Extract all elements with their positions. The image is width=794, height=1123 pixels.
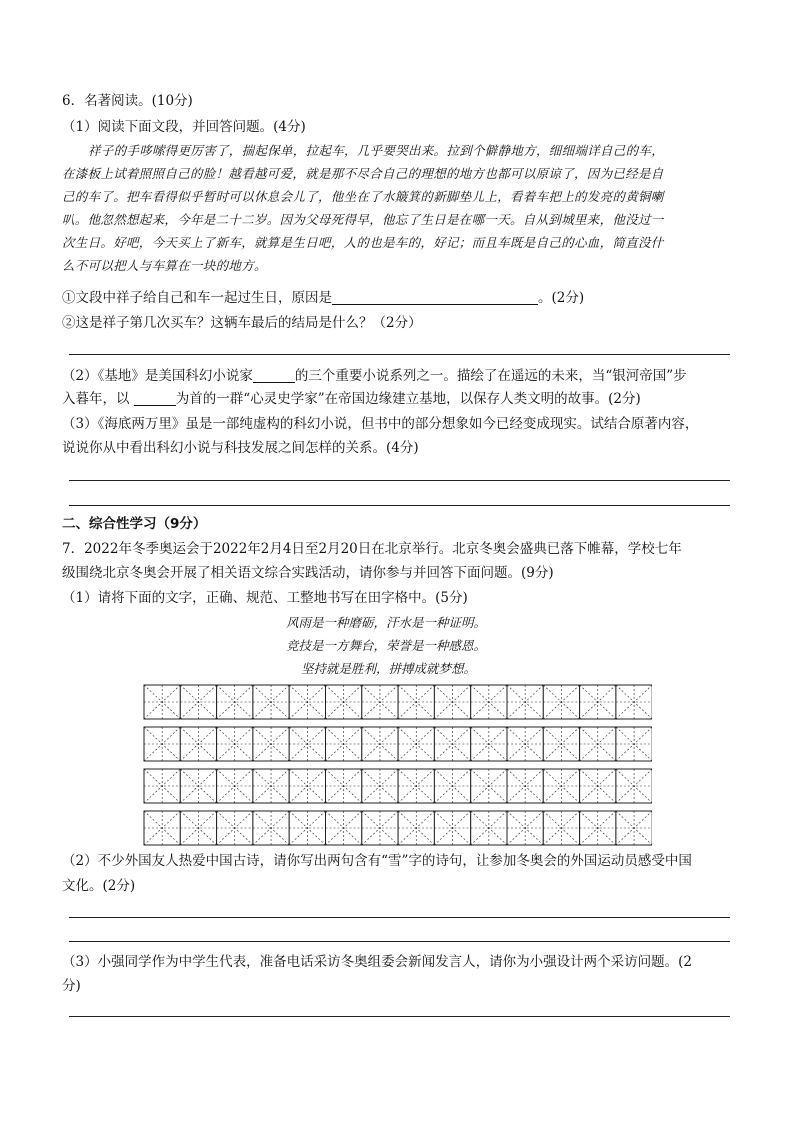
tianzige-cell[interactable] [580, 685, 616, 719]
tianzige-cell[interactable] [180, 811, 216, 845]
tianzige-cell[interactable] [616, 769, 652, 803]
passage-line: 祥子的手哆嗦得更厉害了，揣起保单，拉起车，几乎要哭出来。拉到个僻静地方，细细端详自己的车， [88, 143, 665, 158]
tianzige-cell[interactable] [543, 727, 579, 761]
q6-question-1-suffix: 。(2分) [538, 290, 585, 306]
tianzige-cell[interactable] [398, 685, 434, 719]
tianzige-cell[interactable] [217, 811, 253, 845]
answer-line[interactable] [69, 1016, 730, 1017]
passage-line: 在漆板上试着照照自己的脸！越看越可爱，就是那不尽合自己的理想的地方也都可以原谅了，因为已经是自 [62, 166, 664, 181]
tianzige-cell[interactable] [253, 811, 289, 845]
q6-part2-text-a: （2）《基地》是美国科幻小说家 [62, 368, 253, 384]
q6-question-2: ②这是祥子第几次买车？这辆车最后的结局是什么？（2分） [62, 315, 422, 331]
tianzige-cell[interactable] [362, 811, 398, 845]
tianzige-grid[interactable] [143, 684, 652, 848]
q7-intro: 7．2022年冬季奥运会于2022年2月4日至2月20日在北京举行。北京冬奥会盛典已落下帷幕，学校七年 [62, 541, 682, 557]
q6-question-1 [62, 288, 584, 308]
tianzige-cell[interactable] [217, 727, 253, 761]
tianzige-cell[interactable] [289, 685, 325, 719]
tianzige-cell[interactable] [507, 769, 543, 803]
poem-line: 风雨是一种磨砺，汗水是一种证明。 [286, 615, 487, 630]
tianzige-cell[interactable] [326, 685, 362, 719]
tianzige-cell[interactable] [616, 685, 652, 719]
q7-part1: （1）请将下面的文字，正确、规范、工整地书写在田字格中。(5分) [62, 590, 468, 606]
q6-part2 [62, 366, 687, 386]
tianzige-cell[interactable] [253, 727, 289, 761]
tianzige-cell[interactable] [326, 811, 362, 845]
tianzige-cell[interactable] [543, 811, 579, 845]
tianzige-cell[interactable] [398, 727, 434, 761]
q7-part3: （3）小强同学作为中学生代表，准备电话采访冬奥组委会新闻发言人，请你为小强设计两个采访问题。(2 [62, 954, 692, 970]
poem-line: 坚持就是胜利，拼搏成就梦想。 [301, 661, 477, 676]
answer-line[interactable] [69, 505, 730, 506]
tianzige-cell[interactable] [507, 727, 543, 761]
tianzige-cell[interactable] [398, 769, 434, 803]
q7-part2: （2）不少外国友人热爱中国古诗，请你写出两句含有“雪”字的诗句，让参加冬奥会的外国运动员感受中国 [62, 853, 692, 869]
tianzige-cell[interactable] [434, 769, 470, 803]
q6-part2-text-b: 的三个重要小说系列之一。描绘了在遥远的未来，当“银河帝国”步 [294, 368, 687, 384]
tianzige-cell[interactable] [144, 811, 180, 845]
passage-line: 次生日。好吧，今天买上了新车，就算是生日吧，人的也是车的，好记；而且车既是自己的心血，简直没什 [62, 235, 664, 250]
tianzige-cell[interactable] [580, 811, 616, 845]
tianzige-cell[interactable] [543, 685, 579, 719]
tianzige-cell[interactable] [580, 769, 616, 803]
tianzige-cell[interactable] [434, 727, 470, 761]
q6-part2-text-c: 入暮年，以 [62, 391, 134, 407]
tianzige-cell[interactable] [180, 727, 216, 761]
tianzige-cell[interactable] [144, 685, 180, 719]
passage-line: 己的车了。把车看得似乎暂时可以休息会儿了，他坐在了水簸箕的新脚垫儿上，看着车把上的发亮的黄铜喇 [62, 189, 664, 204]
tianzige-cell[interactable] [434, 811, 470, 845]
tianzige-cell[interactable] [616, 727, 652, 761]
tianzige-cell[interactable] [616, 811, 652, 845]
tianzige-cell[interactable] [144, 727, 180, 761]
tianzige-cell[interactable] [289, 769, 325, 803]
tianzige-cell[interactable] [507, 685, 543, 719]
answer-line[interactable] [69, 917, 730, 918]
tianzige-cell[interactable] [398, 811, 434, 845]
answer-blank[interactable] [332, 290, 538, 305]
tianzige-cell[interactable] [362, 769, 398, 803]
q7-part2-cont: 文化。(2分) [62, 878, 136, 894]
tianzige-cell[interactable] [217, 685, 253, 719]
tianzige-cell[interactable] [253, 685, 289, 719]
answer-blank[interactable] [253, 368, 295, 383]
answer-blank[interactable] [134, 391, 176, 406]
tianzige-cell[interactable] [144, 769, 180, 803]
q6-part3: （3）《海底两万里》虽是一部纯虚构的科幻小说，但书中的部分想象如今已经变成现实。试结合原著内容， [62, 416, 699, 432]
q6-part3-cont: 说说你从中看出科幻小说与科技发展之间怎样的关系。(4分) [62, 440, 419, 456]
q7-intro-cont: 级围绕北京冬奥会开展了相关语文综合实践活动，请你参与并回答下面问题。(9分) [62, 565, 554, 581]
tianzige-cell[interactable] [289, 727, 325, 761]
q7-part3-cont: 分) [62, 978, 81, 994]
tianzige-cell[interactable] [326, 769, 362, 803]
tianzige-cell[interactable] [253, 769, 289, 803]
tianzige-cell[interactable] [543, 769, 579, 803]
passage-line: 么不可以把人与车算在一块的地方。 [62, 258, 267, 273]
passage-line: 叭。他忽然想起来，今年是二十二岁。因为父母死得早，他忘了生日是在哪一天。自从到城里来，他没过一 [62, 212, 664, 227]
tianzige-cell[interactable] [580, 727, 616, 761]
q6-title: 6．名著阅读。(10分) [62, 93, 193, 109]
tianzige-cell[interactable] [471, 769, 507, 803]
tianzige-cell[interactable] [362, 685, 398, 719]
tianzige-cell[interactable] [217, 769, 253, 803]
tianzige-cell[interactable] [326, 727, 362, 761]
tianzige-cell[interactable] [434, 685, 470, 719]
answer-line[interactable] [69, 480, 730, 481]
tianzige-cell[interactable] [289, 811, 325, 845]
section2-title: 二、综合性学习（9分） [62, 516, 207, 532]
tianzige-cell[interactable] [471, 811, 507, 845]
tianzige-cell[interactable] [507, 811, 543, 845]
tianzige-cell[interactable] [471, 685, 507, 719]
tianzige-cell[interactable] [362, 727, 398, 761]
answer-line[interactable] [69, 354, 730, 355]
q6-part2-cont [62, 389, 641, 409]
q6-part2-text-d: 为首的一群“心灵史学家”在帝国边缘建立基地，以保存人类文明的故事。(2分) [175, 391, 641, 407]
answer-line[interactable] [69, 941, 730, 942]
poem-line: 竞技是一方舞台，荣誉是一种感恩。 [286, 638, 487, 653]
tianzige-cell[interactable] [180, 685, 216, 719]
q6-part1-intro: （1）阅读下面文段，并回答问题。(4分) [62, 119, 306, 135]
tianzige-cell[interactable] [180, 769, 216, 803]
tianzige-cell[interactable] [471, 727, 507, 761]
q6-question-1-prefix: ①文段中祥子给自己和车一起过生日，原因是 [62, 290, 332, 306]
